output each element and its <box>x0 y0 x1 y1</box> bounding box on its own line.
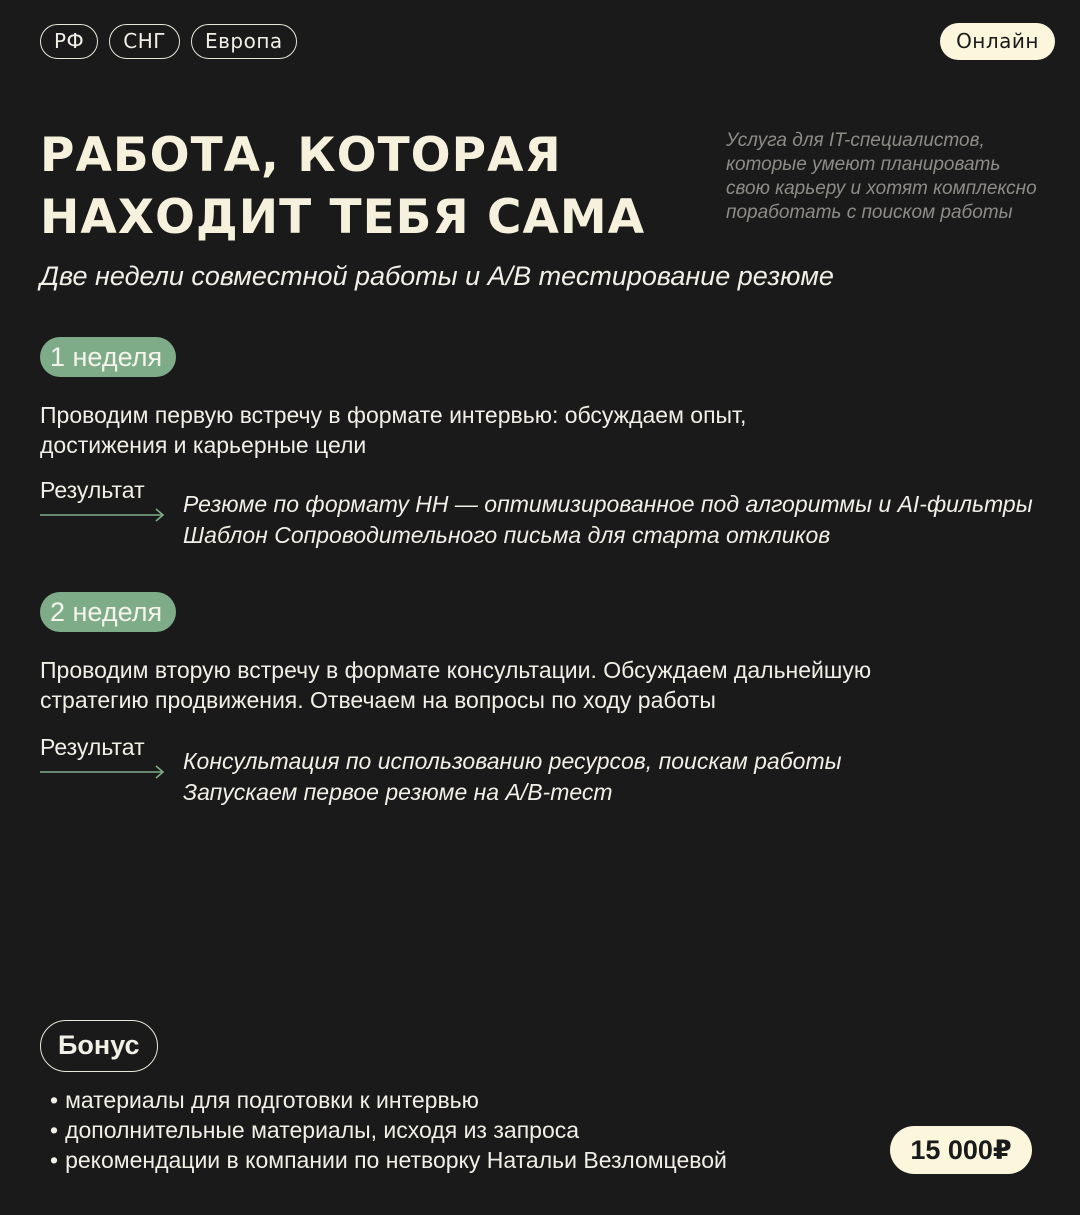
bonus-list-item: • дополнительные материалы, исходя из запроса <box>50 1115 727 1145</box>
audience-note-line: Услуга для IT-специалистов, <box>726 130 985 151</box>
bonus-list-item: • материалы для подготовки к интервью <box>50 1085 727 1115</box>
region-tags <box>40 24 297 59</box>
bonus-list <box>50 1085 727 1175</box>
arrow-right-icon <box>40 765 166 779</box>
week-2-description-line: Проводим вторую встречу в формате консультации. Обсуждаем дальнейшую <box>40 657 872 683</box>
week-2-result-item: Консультация по использованию ресурсов, поискам работы <box>183 748 842 774</box>
bonus-label: Бонус <box>40 1020 158 1072</box>
region-tag-europe[interactable]: Европа <box>191 24 297 59</box>
page-title <box>40 125 720 249</box>
region-tag-rf[interactable]: РФ <box>40 24 98 59</box>
audience-note-line: свою карьеру и хотят комплексно <box>726 178 1037 199</box>
week-1-result-label: Результат <box>40 477 145 503</box>
page-title-line: РАБОТА, КОТОРАЯ <box>40 128 562 183</box>
week-1-description-line: Проводим первую встречу в формате интервью: обсуждаем опыт, <box>40 402 747 428</box>
week-1-results <box>183 489 1033 551</box>
week-1-result-item: Шаблон Сопроводительного письма для старта откликов <box>183 522 831 548</box>
region-tag-cis[interactable]: СНГ <box>109 24 180 59</box>
page-subtitle: Две недели совместной работы и A/B тестирование резюме <box>40 261 834 291</box>
week-1-description <box>40 400 746 460</box>
audience-note <box>726 129 1066 225</box>
price-badge: 15 000₽ <box>890 1126 1032 1174</box>
week-1-result-item: Резюме по формату НН — оптимизированное под алгоритмы и AI-фильтры <box>183 491 1033 517</box>
week-2-badge: 2 неделя <box>40 592 176 632</box>
week-1-description-line: достижения и карьерные цели <box>40 432 367 458</box>
bonus-list-item: • рекомендации в компании по нетворку Натальи Везломцевой <box>50 1145 727 1175</box>
week-2-results <box>183 746 842 808</box>
week-2-description <box>40 655 871 715</box>
format-badge: Онлайн <box>940 23 1055 60</box>
audience-note-line: которые умеют планировать <box>726 154 1001 175</box>
audience-note-line: поработать с поиском работы <box>726 202 1013 223</box>
week-2-result-label: Результат <box>40 734 145 760</box>
week-2-result-item: Запускаем первое резюме на A/B-тест <box>183 779 613 805</box>
arrow-right-icon <box>40 508 166 522</box>
page-title-line: НАХОДИТ ТЕБЯ САМА <box>40 190 646 245</box>
week-2-description-line: стратегию продвижения. Отвечаем на вопросы по ходу работы <box>40 687 716 713</box>
week-1-badge: 1 неделя <box>40 337 176 377</box>
